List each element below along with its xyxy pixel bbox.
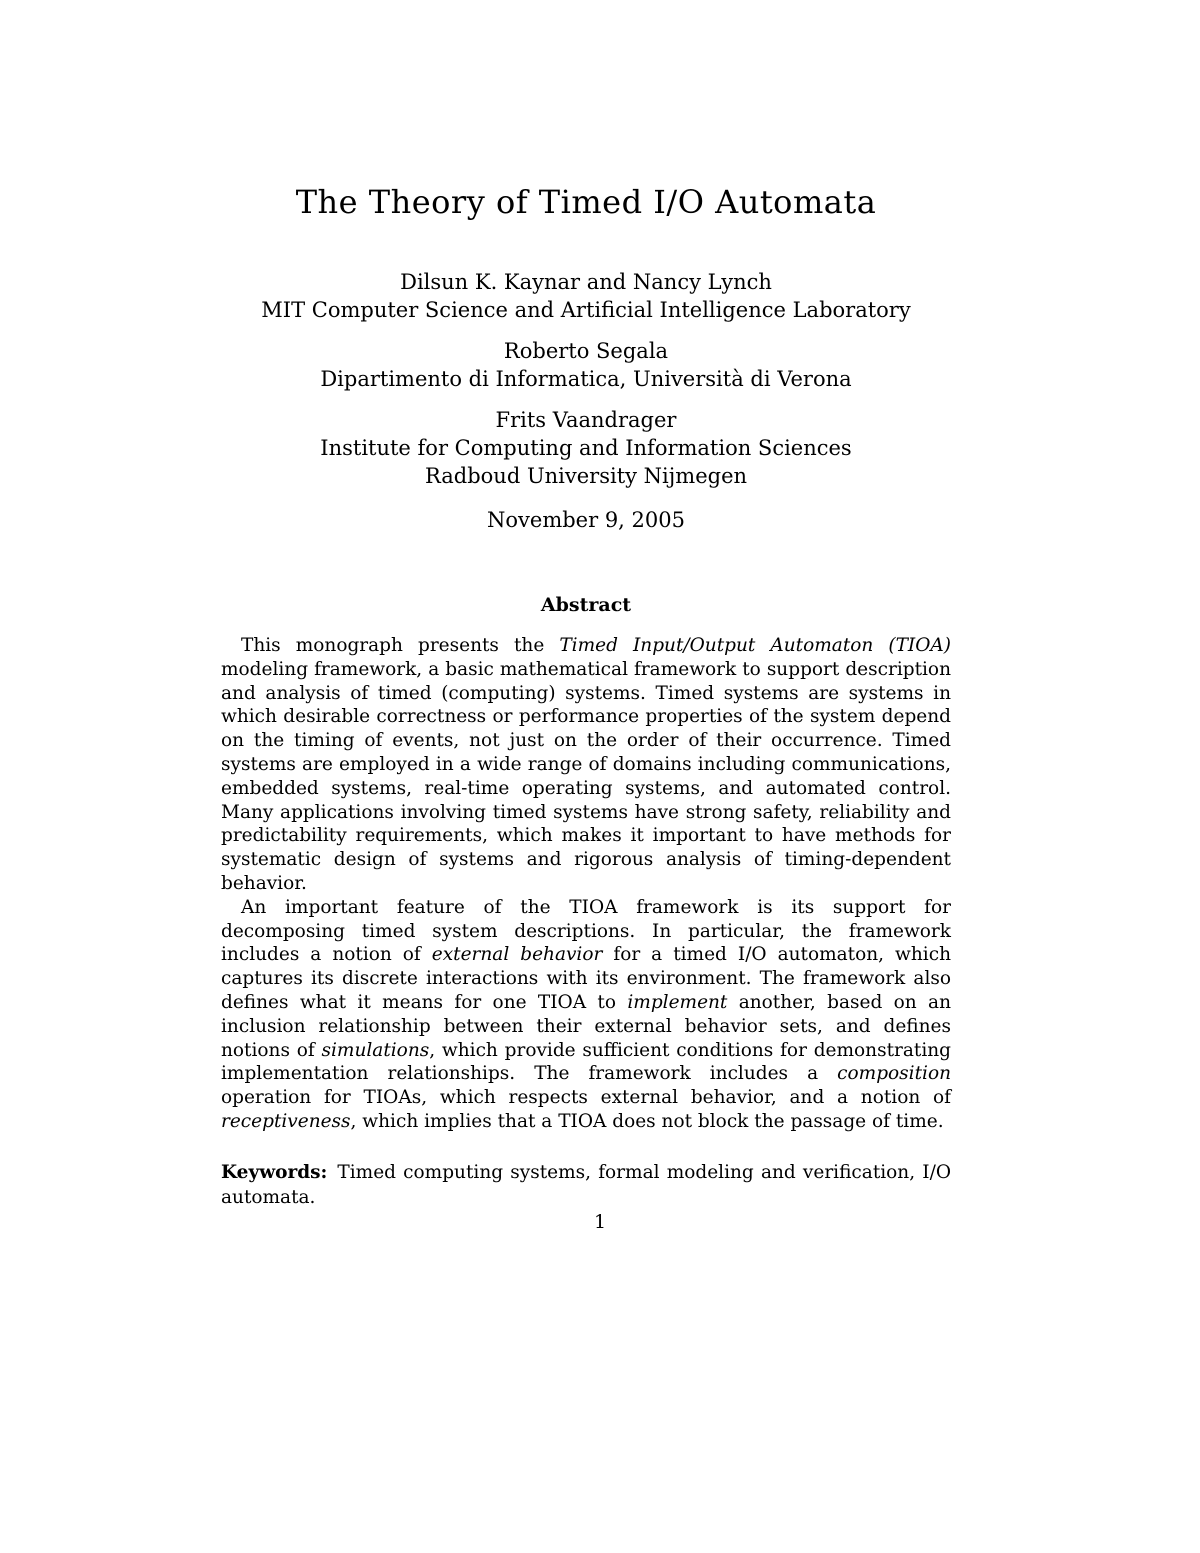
author-block <box>221 406 951 490</box>
abstract-section <box>221 592 951 1134</box>
keywords-text: Timed computing systems, formal modeling and verification, I/O automata. <box>221 1161 951 1208</box>
author-names: Roberto Segala <box>503 339 669 363</box>
page-number: 1 <box>593 1211 607 1233</box>
author-affiliation: Radboud University Nijmegen <box>424 464 748 488</box>
abstract-heading: Abstract <box>540 594 632 616</box>
author-block <box>221 337 951 393</box>
keywords-line <box>221 1160 951 1210</box>
paper-title: The Theory of Timed I/O Automata <box>295 183 877 221</box>
abstract-body <box>221 634 951 1134</box>
author-names: Dilsun K. Kaynar and Nancy Lynch <box>400 270 772 294</box>
author-affiliation: Institute for Computing and Information Sciences <box>320 436 852 460</box>
author-affiliation: Dipartimento di Informatica, Università di Verona <box>320 367 852 391</box>
abstract-paragraph: This monograph presents the Timed Input/Output Automaton (TIOA) modeling framework, a basic mathematical framework to support description and analysis of timed (computing) systems. Timed systems are systems in which desirable correctness or performance properties of the system depend on the timing of events, not just on the order of their occurrence. Timed systems are employed in a wide range of domains including communications, embedded systems, real-time operating systems, and automated control. Many applications involving timed systems have strong safety, reliability and predictability requirements, which makes it important to have methods for systematic design of systems and rigorous analysis of timing-dependent behavior. <box>221 635 951 894</box>
text-block <box>221 0 951 1210</box>
author-block <box>221 268 951 324</box>
author-affiliation: MIT Computer Science and Artificial Intelligence Laboratory <box>261 298 911 322</box>
keywords-label: Keywords: <box>221 1161 328 1183</box>
author-names: Frits Vaandrager <box>495 408 677 432</box>
publication-date: November 9, 2005 <box>487 508 685 532</box>
abstract-paragraph: An important feature of the TIOA framework is its support for decomposing timed system descriptions. In particular, the framework includes a notion of external behavior for a timed I/O automaton, which captures its discrete interactions with its environment. The framework also defines what it means for one TIOA to implement another, based on an inclusion relationship between their external behavior sets, and defines notions of simulations, which provide sufficient conditions for demonstrating implementation relationships. The framework includes a composition operation for TIOAs, which respects external behavior, and a notion of receptiveness, which implies that a TIOA does not block the passage of time. <box>221 896 951 1132</box>
